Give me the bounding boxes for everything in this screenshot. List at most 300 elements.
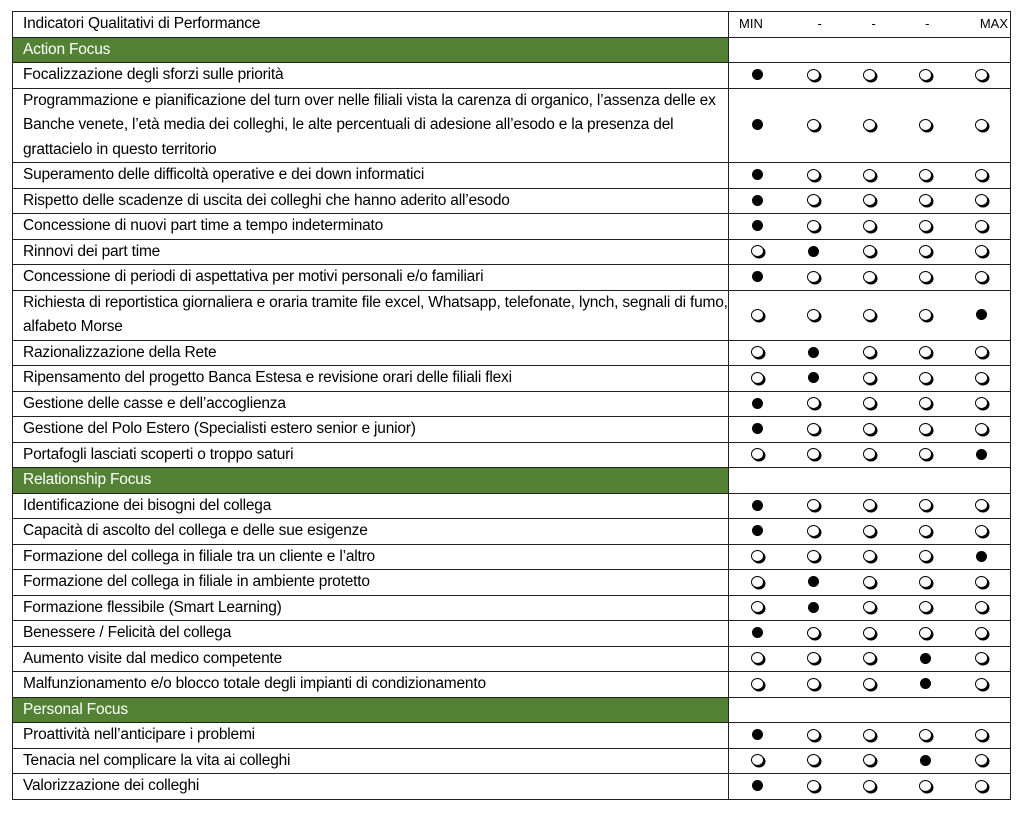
rating-cell xyxy=(729,239,1011,265)
radio-unselected-icon xyxy=(863,576,876,588)
rating-option-5 xyxy=(954,749,1010,774)
rating-option-1 xyxy=(729,621,785,646)
radio-unselected-icon xyxy=(807,69,820,81)
rating-option-2 xyxy=(785,303,841,328)
indicator-label: Identificazione dei bisogni del collega xyxy=(13,493,729,519)
radio-unselected-icon xyxy=(751,448,764,460)
radio-unselected-icon xyxy=(975,729,988,741)
rating-options xyxy=(729,494,1010,519)
radio-unselected-icon xyxy=(863,220,876,232)
rating-cell xyxy=(729,519,1011,545)
rating-option-3 xyxy=(841,545,897,570)
rating-option-4 xyxy=(898,494,954,519)
indicator-row xyxy=(13,570,1011,596)
indicator-row xyxy=(13,340,1011,366)
rating-option-3 xyxy=(841,366,897,391)
indicator-label: Formazione flessibile (Smart Learning) xyxy=(13,595,729,621)
indicator-label: Malfunzionamento e/o blocco totale degli impianti di condizionamento xyxy=(13,672,729,698)
radio-unselected-icon xyxy=(975,423,988,435)
indicator-row xyxy=(13,442,1011,468)
indicator-label: Concessione di periodi di aspettativa per motivi personali e/o familiari xyxy=(13,265,729,291)
section-empty-cell xyxy=(729,37,1011,63)
indicator-row xyxy=(13,672,1011,698)
radio-unselected-icon xyxy=(807,271,820,283)
rating-option-1 xyxy=(729,723,785,748)
radio-selected-icon xyxy=(808,246,819,257)
rating-option-2 xyxy=(785,341,841,366)
indicator-label: Portafogli lasciati scoperti o troppo saturi xyxy=(13,442,729,468)
rating-option-3 xyxy=(841,417,897,442)
radio-unselected-icon xyxy=(863,271,876,283)
indicator-label: Benessere / Felicità del collega xyxy=(13,621,729,647)
indicator-row xyxy=(13,417,1011,443)
radio-unselected-icon xyxy=(975,372,988,384)
rating-option-5 xyxy=(954,303,1010,328)
radio-selected-icon xyxy=(920,678,931,689)
rating-option-4 xyxy=(898,265,954,290)
rating-option-4 xyxy=(898,214,954,239)
radio-selected-icon xyxy=(752,780,763,791)
rating-option-1 xyxy=(729,570,785,595)
rating-option-5 xyxy=(954,596,1010,621)
rating-cell xyxy=(729,163,1011,189)
indicator-row xyxy=(13,544,1011,570)
radio-unselected-icon xyxy=(863,448,876,460)
radio-unselected-icon xyxy=(807,678,820,690)
indicator-row xyxy=(13,748,1011,774)
rating-option-2 xyxy=(785,647,841,672)
rating-option-1 xyxy=(729,672,785,697)
rating-option-5 xyxy=(954,621,1010,646)
rating-option-1 xyxy=(729,443,785,468)
radio-selected-icon xyxy=(752,525,763,536)
rating-cell xyxy=(729,774,1011,800)
rating-option-1 xyxy=(729,774,785,799)
rating-option-2 xyxy=(785,265,841,290)
rating-option-3 xyxy=(841,443,897,468)
rating-option-3 xyxy=(841,749,897,774)
rating-option-3 xyxy=(841,240,897,265)
radio-unselected-icon xyxy=(919,119,932,131)
radio-unselected-icon xyxy=(863,423,876,435)
rating-cell xyxy=(729,88,1011,163)
radio-unselected-icon xyxy=(751,576,764,588)
radio-unselected-icon xyxy=(863,372,876,384)
rating-option-4 xyxy=(898,570,954,595)
rating-option-5 xyxy=(954,672,1010,697)
rating-option-3 xyxy=(841,672,897,697)
radio-selected-icon xyxy=(752,627,763,638)
rating-cell xyxy=(729,544,1011,570)
header-row xyxy=(13,12,1011,38)
radio-unselected-icon xyxy=(863,754,876,766)
radio-unselected-icon xyxy=(975,601,988,613)
indicator-row xyxy=(13,646,1011,672)
radio-unselected-icon xyxy=(919,69,932,81)
rating-option-5 xyxy=(954,647,1010,672)
rating-options xyxy=(729,647,1010,672)
rating-options xyxy=(729,519,1010,544)
scale-min: MIN xyxy=(739,16,763,31)
rating-option-2 xyxy=(785,240,841,265)
rating-option-3 xyxy=(841,723,897,748)
rating-option-3 xyxy=(841,163,897,188)
rating-option-3 xyxy=(841,519,897,544)
radio-unselected-icon xyxy=(919,601,932,613)
rating-option-2 xyxy=(785,519,841,544)
indicator-label: Tenacia nel complicare la vita ai colleghi xyxy=(13,748,729,774)
radio-unselected-icon xyxy=(751,309,764,321)
rating-option-1 xyxy=(729,303,785,328)
radio-unselected-icon xyxy=(807,309,820,321)
radio-unselected-icon xyxy=(863,119,876,131)
section-title: Personal Focus xyxy=(13,697,729,723)
radio-selected-icon xyxy=(976,449,987,460)
rating-option-1 xyxy=(729,63,785,88)
rating-option-3 xyxy=(841,189,897,214)
radio-unselected-icon xyxy=(807,423,820,435)
indicator-label: Concessione di nuovi part time a tempo indeterminato xyxy=(13,214,729,240)
radio-unselected-icon xyxy=(863,499,876,511)
rating-option-4 xyxy=(898,113,954,138)
rating-option-1 xyxy=(729,417,785,442)
radio-unselected-icon xyxy=(863,550,876,562)
indicator-row xyxy=(13,774,1011,800)
section-empty-cell xyxy=(729,697,1011,723)
radio-unselected-icon xyxy=(919,448,932,460)
table-title: Indicatori Qualitativi di Performance xyxy=(13,12,729,38)
rating-options xyxy=(729,63,1010,88)
rating-option-2 xyxy=(785,392,841,417)
rating-option-4 xyxy=(898,519,954,544)
rating-option-3 xyxy=(841,214,897,239)
radio-selected-icon xyxy=(976,551,987,562)
radio-unselected-icon xyxy=(807,627,820,639)
indicator-row xyxy=(13,88,1011,163)
radio-unselected-icon xyxy=(919,194,932,206)
performance-table xyxy=(12,11,1011,800)
radio-unselected-icon xyxy=(975,525,988,537)
rating-option-5 xyxy=(954,519,1010,544)
section-header xyxy=(13,468,1011,494)
rating-cell xyxy=(729,340,1011,366)
rating-option-4 xyxy=(898,545,954,570)
radio-selected-icon xyxy=(752,195,763,206)
radio-unselected-icon xyxy=(863,194,876,206)
rating-option-3 xyxy=(841,63,897,88)
indicator-row xyxy=(13,621,1011,647)
rating-option-4 xyxy=(898,749,954,774)
rating-option-1 xyxy=(729,392,785,417)
radio-unselected-icon xyxy=(919,346,932,358)
indicator-label: Razionalizzazione della Rete xyxy=(13,340,729,366)
radio-unselected-icon xyxy=(751,678,764,690)
radio-unselected-icon xyxy=(975,69,988,81)
indicator-label: Gestione del Polo Estero (Specialisti estero senior e junior) xyxy=(13,417,729,443)
radio-unselected-icon xyxy=(863,780,876,792)
rating-options xyxy=(729,113,1010,138)
rating-options xyxy=(729,723,1010,748)
radio-unselected-icon xyxy=(975,220,988,232)
radio-unselected-icon xyxy=(807,169,820,181)
radio-unselected-icon xyxy=(919,169,932,181)
radio-unselected-icon xyxy=(863,601,876,613)
rating-options xyxy=(729,621,1010,646)
indicator-label: Aumento visite dal medico competente xyxy=(13,646,729,672)
radio-unselected-icon xyxy=(863,652,876,664)
radio-unselected-icon xyxy=(807,652,820,664)
radio-unselected-icon xyxy=(919,372,932,384)
radio-unselected-icon xyxy=(807,220,820,232)
radio-unselected-icon xyxy=(807,729,820,741)
radio-unselected-icon xyxy=(975,627,988,639)
indicator-row xyxy=(13,493,1011,519)
radio-unselected-icon xyxy=(919,220,932,232)
rating-options xyxy=(729,417,1010,442)
rating-option-1 xyxy=(729,647,785,672)
radio-unselected-icon xyxy=(975,754,988,766)
rating-option-2 xyxy=(785,63,841,88)
radio-unselected-icon xyxy=(863,397,876,409)
rating-option-3 xyxy=(841,596,897,621)
radio-unselected-icon xyxy=(975,678,988,690)
scale-header xyxy=(729,12,1010,37)
rating-options xyxy=(729,303,1010,328)
indicator-row xyxy=(13,63,1011,89)
rating-cell xyxy=(729,595,1011,621)
rating-option-4 xyxy=(898,366,954,391)
indicator-label: Rinnovi dei part time xyxy=(13,239,729,265)
indicator-row xyxy=(13,265,1011,291)
radio-unselected-icon xyxy=(807,194,820,206)
rating-option-4 xyxy=(898,596,954,621)
section-header xyxy=(13,37,1011,63)
rating-option-1 xyxy=(729,163,785,188)
radio-unselected-icon xyxy=(863,678,876,690)
radio-selected-icon xyxy=(752,500,763,511)
rating-option-4 xyxy=(898,417,954,442)
indicator-row xyxy=(13,290,1011,340)
rating-option-1 xyxy=(729,265,785,290)
indicator-row xyxy=(13,366,1011,392)
radio-unselected-icon xyxy=(863,245,876,257)
radio-selected-icon xyxy=(752,729,763,740)
radio-unselected-icon xyxy=(807,525,820,537)
radio-unselected-icon xyxy=(975,271,988,283)
rating-option-5 xyxy=(954,443,1010,468)
rating-options xyxy=(729,596,1010,621)
rating-option-2 xyxy=(785,570,841,595)
rating-options xyxy=(729,214,1010,239)
rating-option-1 xyxy=(729,341,785,366)
indicator-label: Valorizzazione dei colleghi xyxy=(13,774,729,800)
rating-option-4 xyxy=(898,443,954,468)
rating-cell xyxy=(729,63,1011,89)
rating-option-1 xyxy=(729,189,785,214)
radio-unselected-icon xyxy=(863,169,876,181)
radio-unselected-icon xyxy=(919,627,932,639)
rating-option-3 xyxy=(841,621,897,646)
rating-option-3 xyxy=(841,392,897,417)
rating-option-1 xyxy=(729,113,785,138)
indicator-label: Ripensamento del progetto Banca Estesa e revisione orari delle filiali flexi xyxy=(13,366,729,392)
radio-unselected-icon xyxy=(863,627,876,639)
indicator-row xyxy=(13,391,1011,417)
rating-options xyxy=(729,570,1010,595)
radio-selected-icon xyxy=(808,372,819,383)
indicator-label: Formazione del collega in filiale in ambiente protetto xyxy=(13,570,729,596)
rating-option-1 xyxy=(729,214,785,239)
radio-unselected-icon xyxy=(919,245,932,257)
radio-unselected-icon xyxy=(975,780,988,792)
rating-cell xyxy=(729,646,1011,672)
rating-option-5 xyxy=(954,570,1010,595)
rating-option-5 xyxy=(954,265,1010,290)
rating-options xyxy=(729,163,1010,188)
rating-option-4 xyxy=(898,392,954,417)
rating-option-2 xyxy=(785,723,841,748)
rating-option-2 xyxy=(785,113,841,138)
radio-unselected-icon xyxy=(975,397,988,409)
rating-options xyxy=(729,392,1010,417)
rating-option-5 xyxy=(954,494,1010,519)
indicator-label: Superamento delle difficoltà operative e dei down informatici xyxy=(13,163,729,189)
radio-selected-icon xyxy=(976,309,987,320)
section-empty-cell xyxy=(729,468,1011,494)
rating-option-2 xyxy=(785,189,841,214)
indicator-row xyxy=(13,214,1011,240)
radio-selected-icon xyxy=(808,347,819,358)
rating-option-2 xyxy=(785,545,841,570)
rating-option-3 xyxy=(841,570,897,595)
rating-option-3 xyxy=(841,265,897,290)
radio-unselected-icon xyxy=(919,550,932,562)
indicator-row xyxy=(13,723,1011,749)
indicator-label: Formazione del collega in filiale tra un cliente e l’altro xyxy=(13,544,729,570)
rating-option-3 xyxy=(841,647,897,672)
rating-options xyxy=(729,265,1010,290)
rating-option-2 xyxy=(785,494,841,519)
radio-unselected-icon xyxy=(751,372,764,384)
rating-option-5 xyxy=(954,163,1010,188)
radio-selected-icon xyxy=(752,69,763,80)
radio-unselected-icon xyxy=(919,499,932,511)
rating-options xyxy=(729,189,1010,214)
rating-option-3 xyxy=(841,303,897,328)
rating-option-2 xyxy=(785,596,841,621)
rating-options xyxy=(729,240,1010,265)
indicator-row xyxy=(13,188,1011,214)
radio-unselected-icon xyxy=(975,169,988,181)
radio-unselected-icon xyxy=(807,754,820,766)
rating-cell xyxy=(729,672,1011,698)
rating-option-2 xyxy=(785,749,841,774)
scale-step-3: - xyxy=(871,16,876,31)
rating-option-4 xyxy=(898,63,954,88)
rating-option-2 xyxy=(785,621,841,646)
radio-unselected-icon xyxy=(807,780,820,792)
rating-option-2 xyxy=(785,774,841,799)
rating-option-5 xyxy=(954,417,1010,442)
radio-unselected-icon xyxy=(751,754,764,766)
rating-cell xyxy=(729,290,1011,340)
rating-option-4 xyxy=(898,189,954,214)
radio-unselected-icon xyxy=(975,499,988,511)
radio-unselected-icon xyxy=(807,499,820,511)
rating-options xyxy=(729,774,1010,799)
radio-unselected-icon xyxy=(751,550,764,562)
radio-unselected-icon xyxy=(975,119,988,131)
radio-selected-icon xyxy=(808,602,819,613)
radio-selected-icon xyxy=(752,169,763,180)
radio-unselected-icon xyxy=(863,69,876,81)
radio-unselected-icon xyxy=(975,194,988,206)
rating-option-4 xyxy=(898,621,954,646)
rating-option-4 xyxy=(898,240,954,265)
rating-cell xyxy=(729,442,1011,468)
radio-selected-icon xyxy=(920,755,931,766)
indicator-label: Proattività nell’anticipare i problemi xyxy=(13,723,729,749)
rating-cell xyxy=(729,723,1011,749)
rating-option-2 xyxy=(785,417,841,442)
radio-unselected-icon xyxy=(807,550,820,562)
radio-unselected-icon xyxy=(751,601,764,613)
rating-option-1 xyxy=(729,494,785,519)
radio-unselected-icon xyxy=(919,423,932,435)
indicator-row xyxy=(13,163,1011,189)
rating-options xyxy=(729,545,1010,570)
rating-option-4 xyxy=(898,303,954,328)
radio-unselected-icon xyxy=(975,576,988,588)
rating-option-2 xyxy=(785,443,841,468)
indicator-row xyxy=(13,519,1011,545)
radio-unselected-icon xyxy=(919,576,932,588)
rating-option-1 xyxy=(729,366,785,391)
rating-option-4 xyxy=(898,647,954,672)
radio-unselected-icon xyxy=(751,652,764,664)
section-header xyxy=(13,697,1011,723)
rating-cell xyxy=(729,214,1011,240)
indicator-label: Programmazione e pianificazione del turn over nelle filiali vista la carenza di organico, l’assenza delle ex Banche venete, l’età media dei colleghi, le alte percentuali di adesione all’esodo e la presenza del grattacielo in questo territorio xyxy=(13,88,729,163)
rating-options xyxy=(729,366,1010,391)
scale-step-2: - xyxy=(817,16,822,31)
radio-selected-icon xyxy=(752,398,763,409)
rating-option-4 xyxy=(898,163,954,188)
radio-unselected-icon xyxy=(975,652,988,664)
rating-cell xyxy=(729,265,1011,291)
radio-unselected-icon xyxy=(751,346,764,358)
rating-cell xyxy=(729,621,1011,647)
rating-cell xyxy=(729,188,1011,214)
rating-option-5 xyxy=(954,189,1010,214)
section-title: Action Focus xyxy=(13,37,729,63)
indicator-label: Rispetto delle scadenze di uscita dei colleghi che hanno aderito all’esodo xyxy=(13,188,729,214)
radio-unselected-icon xyxy=(807,397,820,409)
radio-unselected-icon xyxy=(919,309,932,321)
rating-option-5 xyxy=(954,774,1010,799)
radio-unselected-icon xyxy=(975,346,988,358)
radio-unselected-icon xyxy=(919,729,932,741)
indicator-label: Capacità di ascolto del collega e delle sue esigenze xyxy=(13,519,729,545)
rating-option-5 xyxy=(954,341,1010,366)
radio-unselected-icon xyxy=(863,729,876,741)
rating-option-5 xyxy=(954,392,1010,417)
rating-option-3 xyxy=(841,774,897,799)
rating-option-1 xyxy=(729,545,785,570)
rating-option-3 xyxy=(841,341,897,366)
rating-option-2 xyxy=(785,672,841,697)
indicator-label: Focalizzazione degli sforzi sulle priorità xyxy=(13,63,729,89)
